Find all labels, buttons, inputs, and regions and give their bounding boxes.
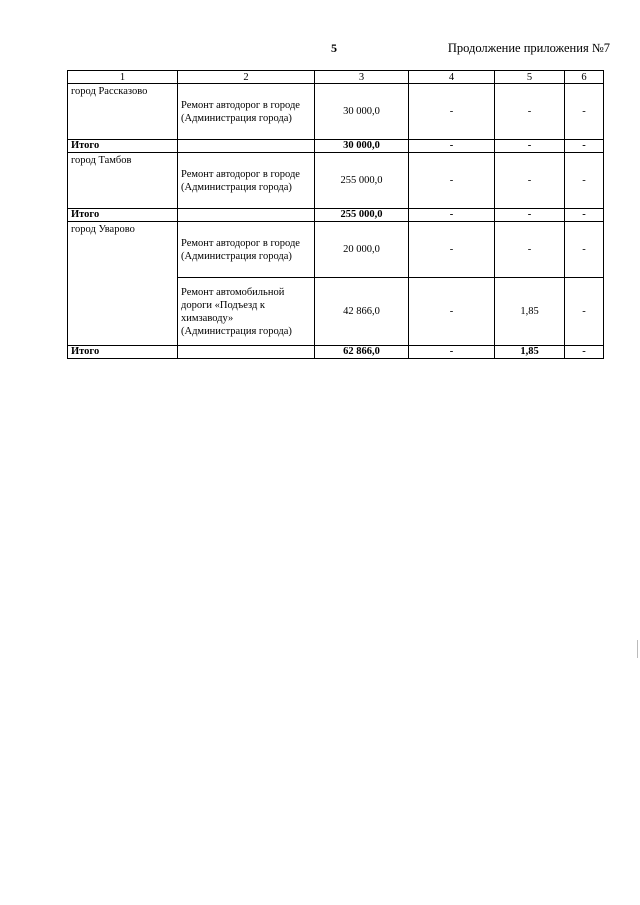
amount-cell: 255 000,0	[315, 153, 409, 209]
table-row	[68, 84, 604, 140]
total-label: Итого	[68, 209, 178, 222]
total-value: -	[565, 140, 604, 153]
scan-edge-mark	[637, 640, 638, 658]
table-row	[68, 153, 604, 209]
value-cell: -	[565, 153, 604, 209]
column-header: 4	[409, 71, 495, 84]
empty-cell	[178, 346, 315, 359]
column-header: 3	[315, 71, 409, 84]
value-cell: 1,85	[495, 278, 565, 346]
value-cell: -	[495, 84, 565, 140]
value-cell: -	[495, 222, 565, 278]
value-cell: -	[495, 153, 565, 209]
amount-cell: 42 866,0	[315, 278, 409, 346]
total-label: Итого	[68, 346, 178, 359]
column-header: 6	[565, 71, 604, 84]
total-row	[68, 209, 604, 222]
column-header: 2	[178, 71, 315, 84]
total-row	[68, 346, 604, 359]
municipality-cell: город Рассказово	[68, 84, 178, 140]
total-value: -	[409, 140, 495, 153]
empty-cell	[178, 140, 315, 153]
road-repair-table	[67, 70, 604, 359]
empty-cell	[178, 209, 315, 222]
column-header: 1	[68, 71, 178, 84]
amount-cell: 30 000,0	[315, 84, 409, 140]
value-cell: -	[409, 222, 495, 278]
total-amount: 62 866,0	[315, 346, 409, 359]
total-amount: 255 000,0	[315, 209, 409, 222]
page-number: 5	[331, 41, 337, 55]
value-cell: -	[565, 278, 604, 346]
value-cell: -	[409, 153, 495, 209]
value-cell: -	[565, 222, 604, 278]
municipality-cell: город Уварово	[68, 222, 178, 346]
description-cell: Ремонт автодорог в городе (Администрация города)	[178, 153, 315, 209]
total-value: -	[409, 209, 495, 222]
value-cell: -	[409, 278, 495, 346]
total-amount: 30 000,0	[315, 140, 409, 153]
table-row	[68, 222, 604, 278]
total-label: Итого	[68, 140, 178, 153]
municipality-cell: город Тамбов	[68, 153, 178, 209]
total-value: -	[409, 346, 495, 359]
total-value: -	[495, 140, 565, 153]
description-cell: Ремонт автомобильной дороги «Подъезд к химзаводу» (Администрация города)	[178, 278, 315, 346]
table-header-row	[68, 71, 604, 84]
total-value: -	[565, 346, 604, 359]
value-cell: -	[565, 84, 604, 140]
total-row	[68, 140, 604, 153]
total-value: -	[565, 209, 604, 222]
amount-cell: 20 000,0	[315, 222, 409, 278]
total-value: 1,85	[495, 346, 565, 359]
column-header: 5	[495, 71, 565, 84]
description-cell: Ремонт автодорог в городе (Администрация города)	[178, 222, 315, 278]
value-cell: -	[409, 84, 495, 140]
description-cell: Ремонт автодорог в городе (Администрация города)	[178, 84, 315, 140]
total-value: -	[495, 209, 565, 222]
appendix-continuation-note: Продолжение приложения №7	[447, 41, 610, 55]
